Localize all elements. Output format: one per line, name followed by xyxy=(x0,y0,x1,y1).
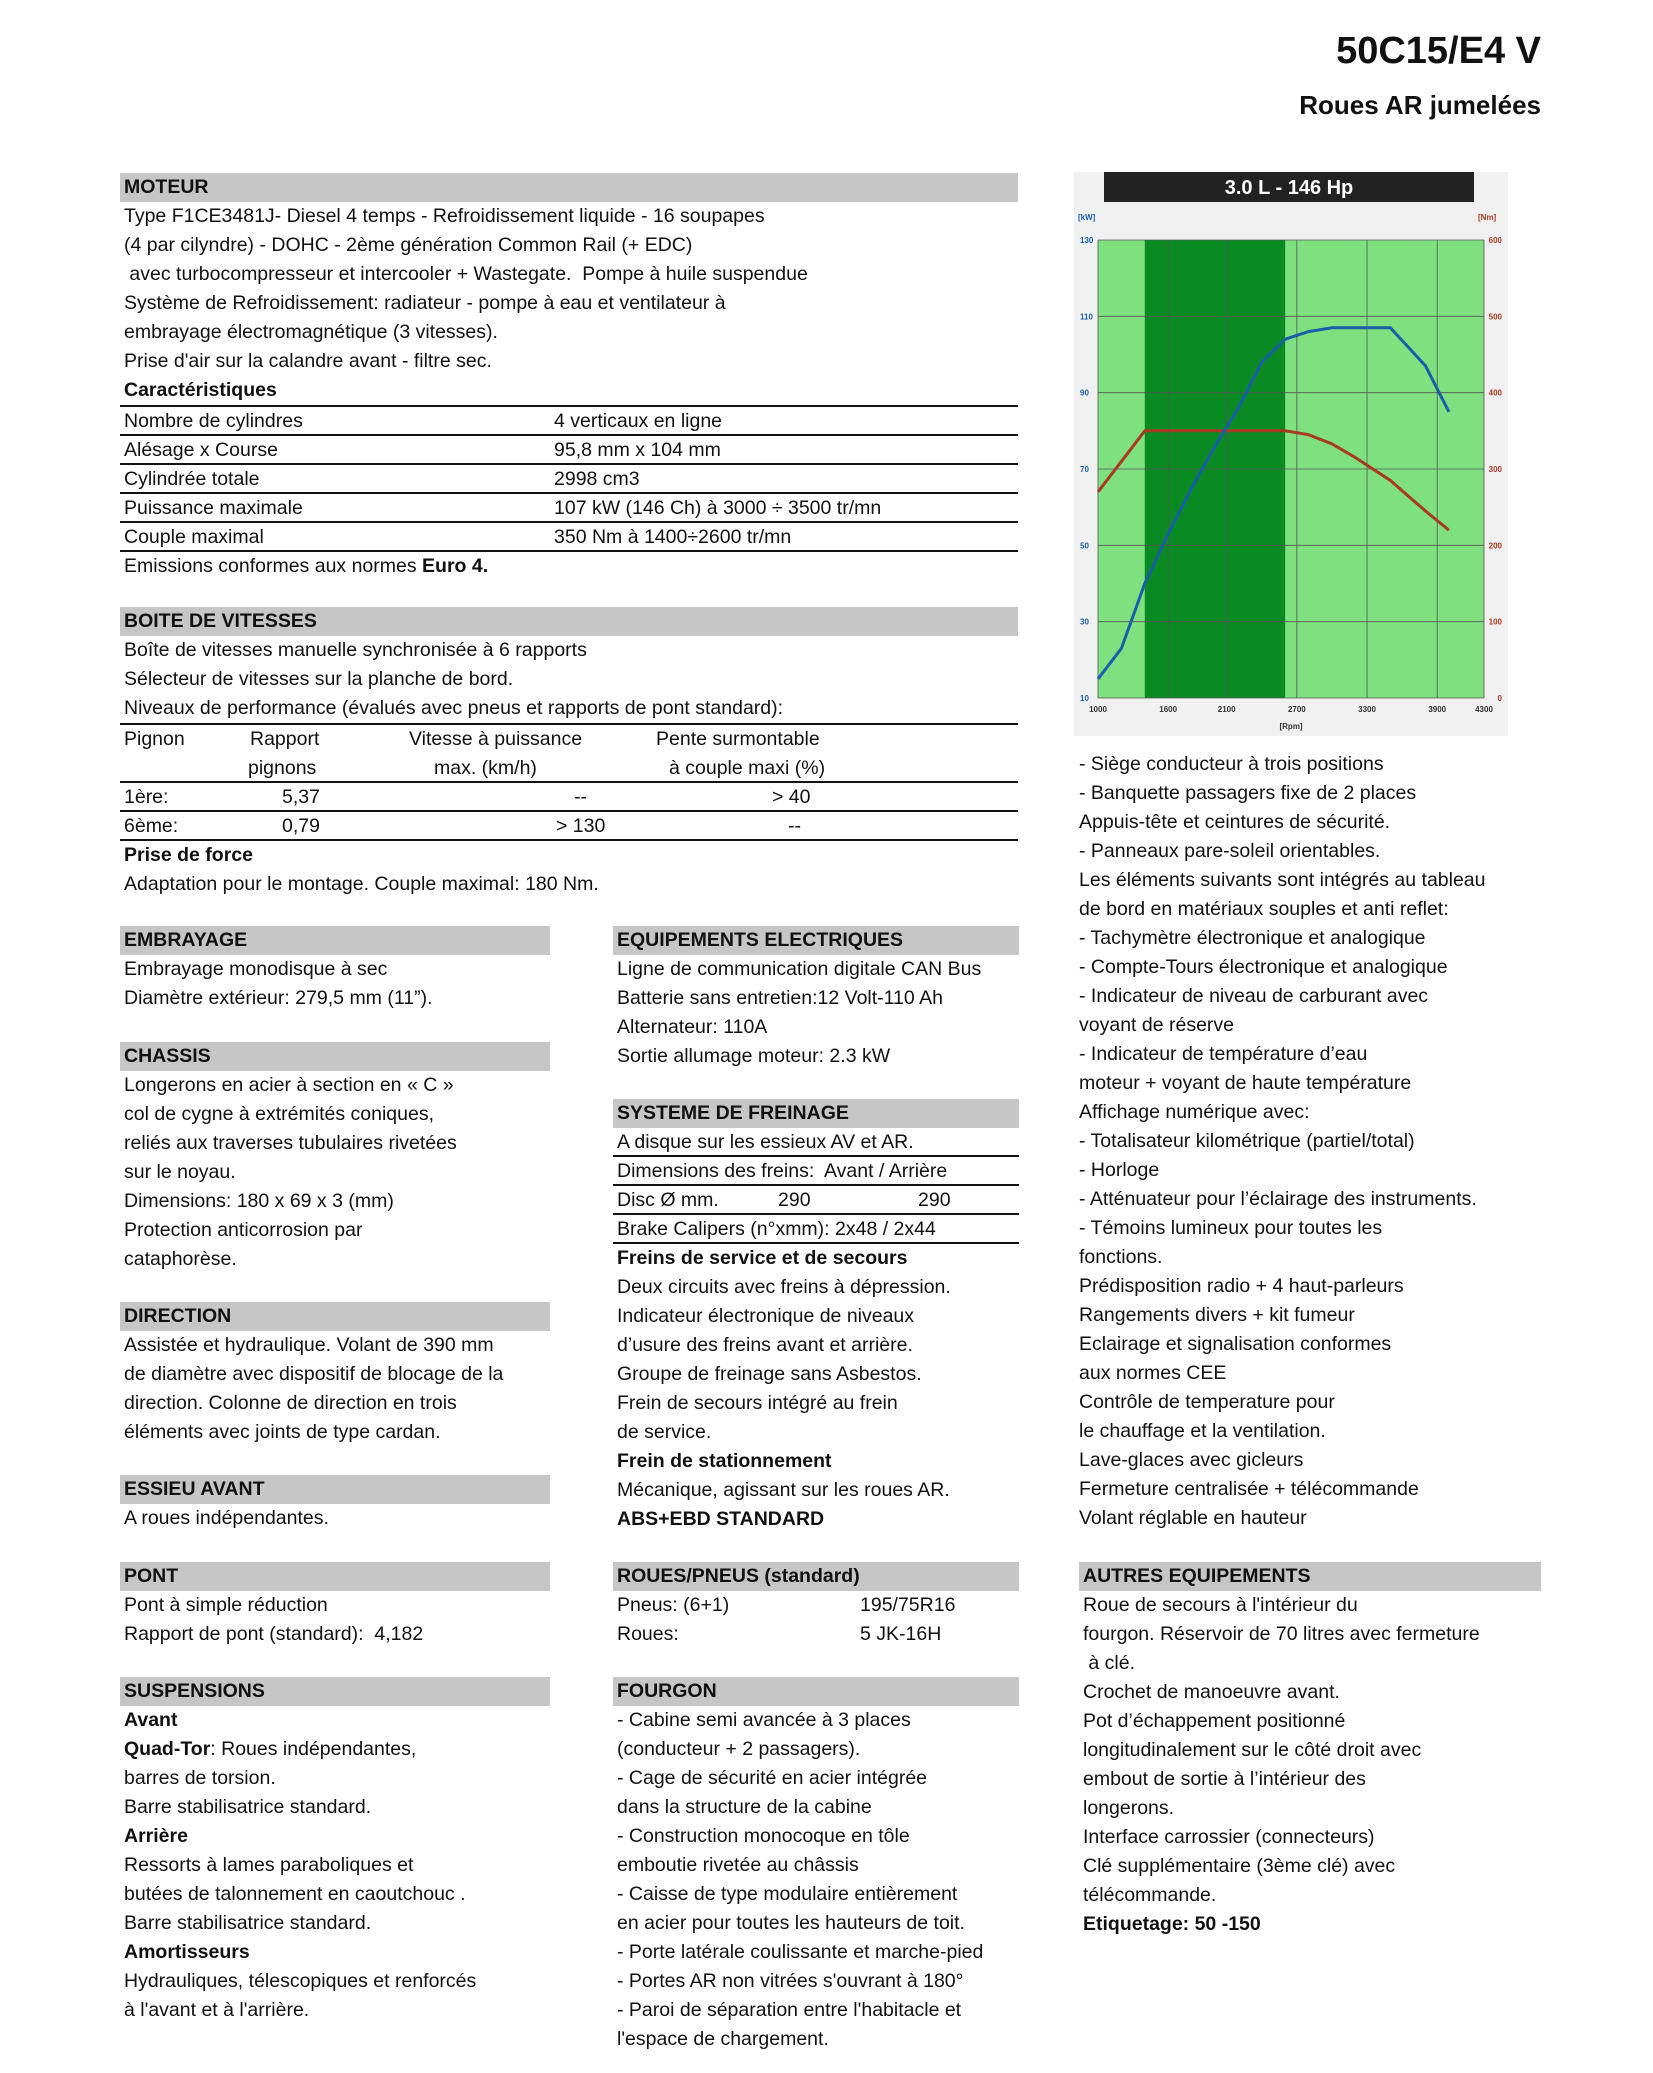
chassis-line: Protection anticorrosion par xyxy=(124,1219,363,1241)
brake-disc-label: Disc Ø mm. xyxy=(617,1189,719,1211)
freinage-heading: SYSTEME DE FREINAGE xyxy=(613,1099,1019,1128)
electriques-line: Sortie allumage moteur: 2.3 kW xyxy=(617,1045,891,1067)
brake-row xyxy=(613,1157,1019,1186)
quadtor-text: : Roues indépendantes, xyxy=(210,1738,417,1760)
boite-line: Niveaux de performance (évalués avec pneus et rapports de pont standard): xyxy=(120,694,1018,725)
fourgon-section xyxy=(613,1677,1019,2054)
suspension-line: Ressorts à lames paraboliques et xyxy=(124,1854,414,1876)
suspension-avant-title: Avant xyxy=(124,1709,178,1731)
prise-de-force-text: Adaptation pour le montage. Couple maximal: 180 Nm. xyxy=(124,873,599,895)
pont-line: Rapport de pont (standard): 4,182 xyxy=(124,1623,424,1645)
freinage-section xyxy=(613,1099,1019,1534)
moteur-line: Prise d'air sur la calandre avant - filtre sec. xyxy=(124,350,492,372)
quadtor-line xyxy=(124,1735,550,1764)
boite-heading: BOITE DE VITESSES xyxy=(120,607,1018,636)
interior-line: - Atténuateur pour l’éclairage des instruments. xyxy=(1079,1188,1477,1210)
freinage-line: d’usure des freins avant et arrière. xyxy=(617,1334,913,1356)
y-right-tick-label: 0 xyxy=(1497,694,1502,703)
suspension-line: Barre stabilisatrice standard. xyxy=(124,1796,372,1818)
brake-disc-rear: 290 xyxy=(918,1189,951,1211)
moteur-line: (4 par cilyndre) - DOHC - 2ème génération Common Rail (+ EDC) xyxy=(124,234,693,256)
roues-label: Roues: xyxy=(617,1623,679,1645)
roues-section xyxy=(613,1562,1019,1649)
interior-line: Rangements divers + kit fumeur xyxy=(1079,1304,1355,1326)
essieu-line: A roues indépendantes. xyxy=(124,1507,329,1529)
direction-line: éléments avec joints de type cardan. xyxy=(124,1421,441,1443)
interior-line: Prédisposition radio + 4 haut-parleurs xyxy=(1079,1275,1404,1297)
gear-pente: > 40 xyxy=(772,786,811,808)
spec-label: Puissance maximale xyxy=(124,497,303,519)
y-right-tick-label: 500 xyxy=(1488,312,1502,322)
interior-line: Les éléments suivants sont intégrés au tableau xyxy=(1079,869,1486,891)
y-right-tick-label: 400 xyxy=(1488,388,1502,398)
moteur-heading: MOTEUR xyxy=(120,173,1018,202)
pont-line: Pont à simple réduction xyxy=(124,1594,328,1616)
interior-line: - Banquette passagers fixe de 2 places xyxy=(1079,782,1417,804)
moteur-line: Système de Refroidissement: radiateur - pompe à eau et ventilateur à xyxy=(124,292,726,314)
col-vitesse: Vitesse à puissance xyxy=(409,728,583,750)
prise-de-force-title: Prise de force xyxy=(124,844,253,866)
direction-line: de diamètre avec dispositif de blocage de la xyxy=(124,1363,504,1385)
brake-text: Brake Calipers (n°xmm): 2x48 / 2x44 xyxy=(617,1218,936,1240)
suspensions-heading: SUSPENSIONS xyxy=(120,1677,550,1706)
fourgon-line: l'espace de chargement. xyxy=(617,2028,829,2050)
electriques-line: Alternateur: 110A xyxy=(617,1016,768,1038)
interior-line: Volant réglable en hauteur xyxy=(1079,1507,1307,1529)
embrayage-section xyxy=(120,926,550,1013)
y-right-unit: [Nm] xyxy=(1478,213,1497,222)
fourgon-line: - Cage de sécurité en acier intégrée xyxy=(617,1767,928,1789)
chassis-section xyxy=(120,1042,550,1274)
interior-line: Eclairage et signalisation conformes xyxy=(1079,1333,1392,1355)
brake-row xyxy=(613,1128,1019,1157)
freinage-line: de service. xyxy=(617,1421,712,1443)
spec-label: Cylindrée totale xyxy=(124,468,260,490)
col-pente: Pente surmontable xyxy=(656,728,820,750)
suspension-line: à l'avant et à l'arrière. xyxy=(124,1999,310,2021)
moteur-section xyxy=(120,173,1018,581)
interior-line: Fermeture centralisée + télécommande xyxy=(1079,1478,1419,1500)
suspension-line: butées de talonnement en caoutchouc . xyxy=(124,1883,466,1905)
caracteristiques-title: Caractéristiques xyxy=(120,376,1018,407)
x-tick-label: 1600 xyxy=(1159,705,1178,714)
gear-row xyxy=(120,812,1018,841)
chart-title: 3.0 L - 146 Hp xyxy=(1224,177,1354,199)
x-tick-label: 2700 xyxy=(1287,705,1306,714)
pneus-value: 195/75R16 xyxy=(860,1594,956,1616)
gear-rapport: 5,37 xyxy=(282,786,320,808)
autres-line: longitudinalement sur le côté droit avec xyxy=(1083,1739,1422,1761)
emissions-line xyxy=(120,552,1018,581)
chassis-heading: CHASSIS xyxy=(120,1042,550,1071)
autres-heading: AUTRES EQUIPEMENTS xyxy=(1079,1562,1541,1591)
x-tick-label: 3300 xyxy=(1358,705,1376,714)
autres-line: Roue de secours à l'intérieur du xyxy=(1083,1594,1358,1616)
quadtor-name: Quad-Tor xyxy=(124,1738,211,1760)
brake-text: A disque sur les essieux AV et AR. xyxy=(617,1131,914,1153)
amortisseurs-title: Amortisseurs xyxy=(124,1941,250,1963)
col-vitesse-sub: max. (km/h) xyxy=(434,757,537,779)
interior-line: - Compte-Tours électronique et analogique xyxy=(1079,956,1448,978)
chart-svg xyxy=(1074,172,1508,736)
direction-heading: DIRECTION xyxy=(120,1302,550,1331)
fourgon-line: - Cabine semi avancée à 3 places xyxy=(617,1709,911,1731)
col-pente-sub: à couple maxi (%) xyxy=(669,757,826,779)
emissions-norm: Euro 4. xyxy=(422,555,489,577)
fourgon-line: - Paroi de séparation entre l'habitacle et xyxy=(617,1999,962,2021)
y-left-tick-label: 10 xyxy=(1080,694,1089,703)
interior-section xyxy=(1079,750,1529,1533)
interior-line: - Tachymètre électronique et analogique xyxy=(1079,927,1426,949)
fourgon-line: - Caisse de type modulaire entièrement xyxy=(617,1883,958,1905)
y-left-tick-label: 90 xyxy=(1080,388,1089,398)
autres-line: Interface carrossier (connecteurs) xyxy=(1083,1826,1375,1848)
roues-heading: ROUES/PNEUS (standard) xyxy=(613,1562,1019,1591)
direction-line: direction. Colonne de direction en trois xyxy=(124,1392,457,1414)
autres-line: longerons. xyxy=(1083,1797,1175,1819)
suspension-line: Barre stabilisatrice standard. xyxy=(124,1912,372,1934)
freinage-line: Indicateur électronique de niveaux xyxy=(617,1305,915,1327)
interior-line: le chauffage et la ventilation. xyxy=(1079,1420,1326,1442)
fourgon-line: (conducteur + 2 passagers). xyxy=(617,1738,861,1760)
col-rapport: Rapport xyxy=(250,728,320,750)
page-title: 50C15/E4 V xyxy=(1336,30,1541,72)
moteur-line: embrayage électromagnétique (3 vitesses). xyxy=(124,321,498,343)
gear-pignon: 6ème: xyxy=(124,815,179,837)
suspension-line: barres de torsion. xyxy=(124,1767,276,1789)
emissions-prefix: Emissions conformes aux normes xyxy=(124,555,423,577)
etiquetage-label: Etiquetage: 50 -150 xyxy=(1083,1913,1261,1935)
spec-value: 4 verticaux en ligne xyxy=(554,410,723,432)
spec-row xyxy=(120,494,1018,523)
spec-row xyxy=(120,436,1018,465)
pont-heading: PONT xyxy=(120,1562,550,1591)
brake-row xyxy=(613,1186,1019,1215)
spec-value: 350 Nm à 1400÷2600 tr/mn xyxy=(554,526,792,548)
interior-line: - Horloge xyxy=(1079,1159,1160,1181)
suspension-arriere-title: Arrière xyxy=(124,1825,188,1847)
moteur-line: avec turbocompresseur et intercooler + Wastegate. Pompe à huile suspendue xyxy=(124,263,808,285)
spec-value: 2998 cm3 xyxy=(554,468,640,490)
spec-row xyxy=(120,523,1018,552)
interior-line: - Siège conducteur à trois positions xyxy=(1079,753,1384,775)
brake-row xyxy=(613,1215,1019,1244)
spec-row xyxy=(120,407,1018,436)
brake-disc-front: 290 xyxy=(778,1189,811,1211)
electriques-line: Batterie sans entretien:12 Volt-110 Ah xyxy=(617,987,943,1009)
page-subtitle: Roues AR jumelées xyxy=(1299,90,1541,120)
gear-vitesse: -- xyxy=(574,786,587,808)
y-right-tick-label: 200 xyxy=(1488,541,1502,551)
direction-line: Assistée et hydraulique. Volant de 390 mm xyxy=(124,1334,494,1356)
interior-line: - Témoins lumineux pour toutes les xyxy=(1079,1217,1383,1239)
y-right-tick-label: 300 xyxy=(1488,465,1502,474)
pont-section xyxy=(120,1562,550,1649)
fourgon-line: - Construction monocoque en tôle xyxy=(617,1825,910,1847)
autres-section xyxy=(1079,1562,1541,1939)
gear-table-header xyxy=(120,725,1018,783)
autres-line: embout de sortie à l’intérieur des xyxy=(1083,1768,1366,1790)
performance-chart xyxy=(1074,172,1508,736)
col-pignon: Pignon xyxy=(124,728,185,750)
x-tick-label: 1000 xyxy=(1089,705,1107,714)
brake-text: Dimensions des freins: Avant / Arrière xyxy=(617,1160,948,1182)
y-left-tick-label: 30 xyxy=(1080,617,1089,627)
autres-line: Clé supplémentaire (3ème clé) avec xyxy=(1083,1855,1396,1877)
freinage-line: Frein de secours intégré au frein xyxy=(617,1392,898,1414)
x-tick-label: 2100 xyxy=(1217,705,1236,714)
interior-line: voyant de réserve xyxy=(1079,1014,1235,1036)
gear-rapport: 0,79 xyxy=(282,815,320,837)
autres-line: Pot d’échappement positionné xyxy=(1083,1710,1346,1732)
spec-value: 107 kW (146 Ch) à 3000 ÷ 3500 tr/mn xyxy=(554,497,882,519)
interior-line: - Indicateur de niveau de carburant avec xyxy=(1079,985,1429,1007)
interior-line: - Totalisateur kilométrique (partiel/total) xyxy=(1079,1130,1415,1152)
gear-pente: -- xyxy=(788,815,801,837)
y-left-tick-label: 70 xyxy=(1080,465,1089,474)
y-left-tick-label: 50 xyxy=(1080,541,1089,551)
y-right-tick-label: 600 xyxy=(1488,236,1502,245)
autres-line: à clé. xyxy=(1083,1652,1136,1674)
y-left-tick-label: 130 xyxy=(1080,236,1094,245)
abs-label: ABS+EBD STANDARD xyxy=(617,1508,825,1530)
boite-line: Boîte de vitesses manuelle synchronisée à 6 rapports xyxy=(124,639,587,661)
pneus-label: Pneus: (6+1) xyxy=(617,1594,730,1616)
essieu-heading: ESSIEU AVANT xyxy=(120,1475,550,1504)
gear-vitesse: > 130 xyxy=(556,815,606,837)
spec-label: Alésage x Course xyxy=(124,439,278,461)
interior-line: Contrôle de temperature pour xyxy=(1079,1391,1335,1413)
x-tick-label: 3900 xyxy=(1428,705,1447,714)
interior-line: Affichage numérique avec: xyxy=(1079,1101,1310,1123)
direction-section xyxy=(120,1302,550,1447)
interior-line: de bord en matériaux souples et anti reflet: xyxy=(1079,898,1449,920)
gear-row xyxy=(120,783,1018,812)
y-left-tick-label: 110 xyxy=(1080,312,1093,322)
freins-service-title: Freins de service et de secours xyxy=(617,1247,908,1269)
autres-line: fourgon. Réservoir de 70 litres avec fermeture xyxy=(1083,1623,1480,1645)
boite-section xyxy=(120,607,1018,899)
electriques-section xyxy=(613,926,1019,1071)
gear-pignon: 1ère: xyxy=(124,786,169,808)
chassis-line: Longerons en acier à section en « C » xyxy=(124,1074,454,1096)
embrayage-line: Embrayage monodisque à sec xyxy=(124,958,388,980)
interior-line: moteur + voyant de haute température xyxy=(1079,1072,1412,1094)
interior-line: - Panneaux pare-soleil orientables. xyxy=(1079,840,1381,862)
chassis-line: cataphorèse. xyxy=(124,1248,237,1270)
chassis-line: sur le noyau. xyxy=(124,1161,236,1183)
electriques-heading: EQUIPEMENTS ELECTRIQUES xyxy=(613,926,1019,955)
spec-row xyxy=(120,465,1018,494)
fourgon-line: dans la structure de la cabine xyxy=(617,1796,872,1818)
essieu-section xyxy=(120,1475,550,1533)
col-rapport-sub: pignons xyxy=(248,757,317,779)
autres-line: télécommande. xyxy=(1083,1884,1217,1906)
x-unit: [Rpm] xyxy=(1279,722,1303,731)
boite-line: Sélecteur de vitesses sur la planche de bord. xyxy=(124,668,514,690)
spec-label: Couple maximal xyxy=(124,526,264,548)
fourgon-line: - Porte latérale coulissante et marche-pied xyxy=(617,1941,984,1963)
electriques-line: Ligne de communication digitale CAN Bus xyxy=(617,958,982,980)
x-tick-label: 4300 xyxy=(1475,705,1493,714)
embrayage-line: Diamètre extérieur: 279,5 mm (11”). xyxy=(124,987,433,1009)
fourgon-line: en acier pour toutes les hauteurs de toit. xyxy=(617,1912,965,1934)
interior-line: aux normes CEE xyxy=(1079,1362,1227,1384)
embrayage-heading: EMBRAYAGE xyxy=(120,926,550,955)
suspensions-section xyxy=(120,1677,550,2025)
interior-line: - Indicateur de température d’eau xyxy=(1079,1043,1368,1065)
chassis-line: reliés aux traverses tubulaires rivetées xyxy=(124,1132,457,1154)
freinage-line: Mécanique, agissant sur les roues AR. xyxy=(617,1479,950,1501)
interior-line: Appuis-tête et ceintures de sécurité. xyxy=(1079,811,1391,833)
freinage-line: Deux circuits avec freins à dépression. xyxy=(617,1276,951,1298)
y-right-tick-label: 100 xyxy=(1488,617,1502,627)
frein-stationnement-title: Frein de stationnement xyxy=(617,1450,832,1472)
fourgon-line: emboutie rivetée au châssis xyxy=(617,1854,859,1876)
y-left-unit: [kW] xyxy=(1078,213,1096,222)
suspension-line: Hydrauliques, télescopiques et renforcés xyxy=(124,1970,477,1992)
chassis-line: col de cygne à extrémités coniques, xyxy=(124,1103,435,1125)
fourgon-line: - Portes AR non vitrées s'ouvrant à 180° xyxy=(617,1970,964,1992)
moteur-line: Type F1CE3481J- Diesel 4 temps - Refroidissement liquide - 16 soupapes xyxy=(124,205,765,227)
autres-line: Crochet de manoeuvre avant. xyxy=(1083,1681,1340,1703)
interior-line: Lave-glaces avec gicleurs xyxy=(1079,1449,1304,1471)
roues-value: 5 JK-16H xyxy=(860,1623,942,1645)
fourgon-heading: FOURGON xyxy=(613,1677,1019,1706)
freinage-line: Groupe de freinage sans Asbestos. xyxy=(617,1363,922,1385)
spec-label: Nombre de cylindres xyxy=(124,410,303,432)
chassis-line: Dimensions: 180 x 69 x 3 (mm) xyxy=(124,1190,394,1212)
interior-line: fonctions. xyxy=(1079,1246,1163,1268)
spec-value: 95,8 mm x 104 mm xyxy=(554,439,721,461)
